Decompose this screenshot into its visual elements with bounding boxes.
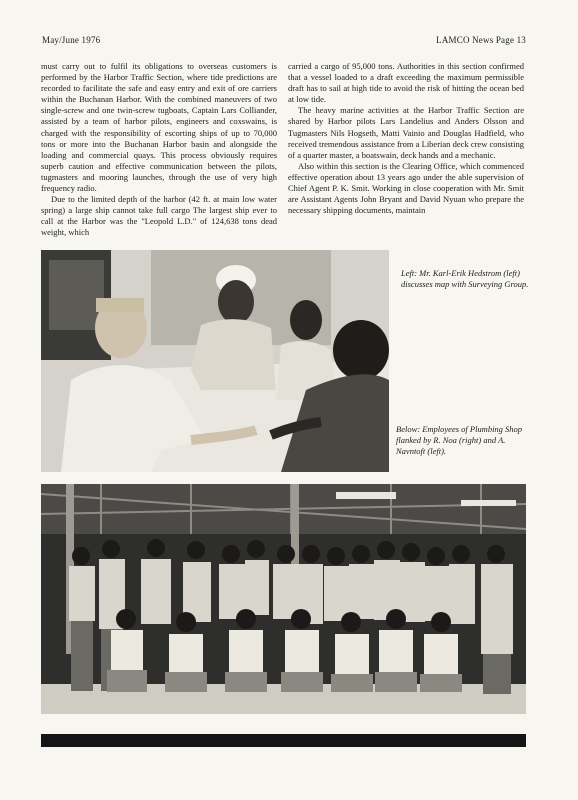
- paragraph: must carry out to fulfil its obligations to overseas customers is performed by the Harbor Traffic Section, where tide predictions are recorded to facilitate the safe and easy entry and exit of ore carriers within the Buchanan Harbor. With the combined maneuvers of two single-screw and one twin-screw tugboats, Captain Lars Colliander, assisted by a team of harbor pilots, engineers and coxswains, is charged with the responsibility of escorting ships of up to 70,000 tons or more into the Buchanan Harbor basin and alongside the loading and commercial quays. This process obviously requires superb caution and effective communication between the pilots, tugmasters and mooring launches, through the use of very high frequency radio.: [41, 61, 277, 194]
- photograph-icon: [41, 250, 389, 472]
- surveying-group-photo: [41, 250, 389, 472]
- paragraph: Due to the limited depth of the harbor (42 ft. at main low water spring) a large ship cannot take full cargo The largest ship ever to call at the Harbor was the "Leopold L.D." of 124,638 tons dead weight, which: [41, 194, 277, 238]
- photo-caption-bottom: Below: Employees of Plumbing Shop flanked by R. Noa (right) and A. Navntoft (left).: [396, 424, 523, 456]
- paragraph: Also within this section is the Clearing Office, which commenced effective operation about 13 years ago under the able supervision of Chief Agent P. K. Smit. Working in close cooperation with Mr. Smit are Assistant Agents John Bryant and David Nyuan who prepare the necessary shipping documents, maintain: [288, 160, 524, 216]
- paragraph: The heavy marine activities at the Harbor Traffic Section are shared by Harbor pilots Lars Landelius and Anders Olsson and Tugmasters Nils Hogseth, Matti Vainio and Douglas Hadfield, who received tremendous assistance from a Liberian deck crew consisting of a quarter master, a boatswain, deck hands and a mechanic.: [288, 105, 524, 160]
- plumbing-shop-group-photo: [41, 484, 526, 714]
- photo-caption-top: Left: Mr. Karl-Erik Hedstrom (left) discusses map with Surveying Group.: [401, 268, 529, 289]
- issue-date: May/June 1976: [42, 35, 101, 45]
- article-column-left: [41, 61, 277, 239]
- footer-bar: [41, 734, 526, 747]
- page-header: LAMCO News Page 13: [436, 35, 526, 45]
- photograph-icon: [41, 484, 526, 714]
- paragraph: carried a cargo of 95,000 tons. Authorities in this section confirmed that a vessel loaded to a draft exceeding the maximum permissible draft has to sail at high tide to avoid the risk of hitting the ocean bed at low tide.: [288, 61, 524, 105]
- article-column-right: [288, 61, 524, 216]
